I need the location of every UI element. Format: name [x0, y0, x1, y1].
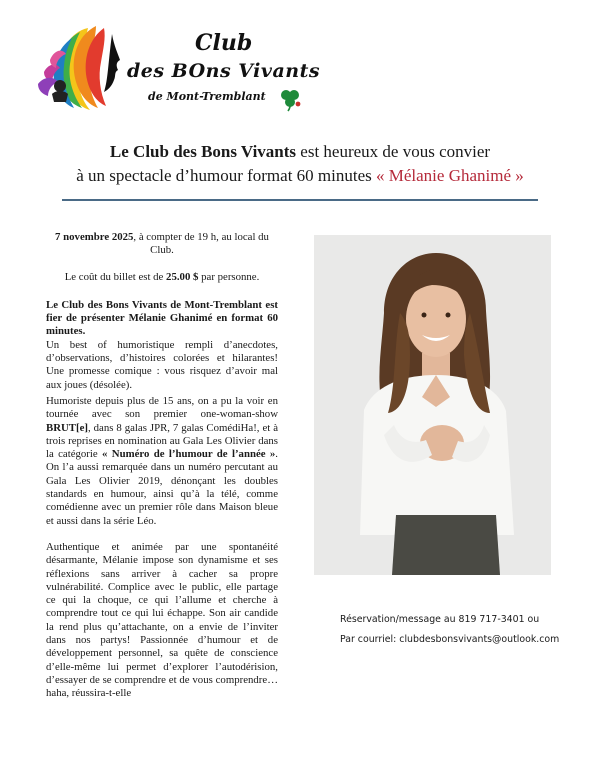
- intro-bold-text: Le Club des Bons Vivants de Mont-Tremblant est fier de présenter Mélanie Ghanimé en format 60 minutes.: [46, 298, 278, 338]
- p2-end: . On l’a aussi remarquée dans un numéro percutant au Gala Les Olivier 2019, dénonçant les doubles standards en humour, ainsi qu’à la télé, comme comédienne avec un premier rôle dans Maison bleue et aussi dans la série Léo.: [46, 448, 278, 527]
- heading-line-1-rest: est heureux de vous convier: [296, 142, 491, 161]
- price-end: par personne.: [198, 270, 260, 283]
- event-date: 7 novembre 2025: [55, 231, 134, 243]
- paragraph-2: [46, 395, 278, 528]
- price-start: Le coût du billet est de: [64, 270, 167, 283]
- award-category: « Numéro de l’humour de l’année »: [102, 448, 276, 461]
- logo-line-name: des BOns Vivants: [127, 60, 321, 82]
- paragraph-3: Authentique et animée par une spontanéité désarmante, Mélanie impose son dynamisme et ses réflexions sans arriver à cacher sa propre vulnérabilité. Complice avec le public, elle partage ce qui la choque, ce qui l’allume et cherche à comprendre tout ce qui lui échappe. Son air candide la rend plus qu’attachante, on a envie de l’inviter dans nos partys! Passionnée d’humour et de développement personnel, sa quête de conscience d’elle-même lui permet d’explorer l’autodérision, d’essayer de se comprendre et de vous comprendre…haha, réussira-t-elle: [46, 540, 278, 700]
- paragraph-1: Un best of humoristique rempli d’anecdotes, d’observations, d’histoires colorées et hilarantes! Une promesse comique : vous risquez d’avoir mal aux joues (désolée).: [46, 338, 278, 391]
- ticket-price: 25.00 $: [166, 270, 199, 283]
- shamrock-icon: [277, 86, 303, 112]
- event-heading: [0, 140, 600, 188]
- performer-illustration: [314, 235, 551, 575]
- reservation-email: Par courriel: clubdesbonsvivants@outlook.com: [340, 634, 560, 645]
- p2-mid: , dans 8 galas JPR, 7 galas ComédiHa!, et à trois reprises en nomination au Gala Les Olivier dans la catégorie: [46, 421, 278, 461]
- heading-line-2: [0, 164, 600, 188]
- heading-divider: [62, 199, 538, 201]
- club-logo: [30, 20, 330, 115]
- performer-photo: [314, 235, 551, 575]
- logo-line-location: de Mont-Tremblant: [148, 90, 266, 103]
- logo-line-club: Club: [195, 30, 253, 56]
- heading-club-name: Le Club des Bons Vivants: [109, 142, 297, 161]
- p2-start: Humoriste depuis plus de 15 ans, on a pu la voir en tournée avec son premier one-woman-show: [46, 394, 278, 421]
- show-title: BRUT[e]: [46, 421, 88, 434]
- contact-info: [340, 610, 580, 650]
- event-description: [46, 231, 278, 701]
- heading-line-2-start: à un spectacle d’humour format 60 minutes: [76, 166, 376, 185]
- event-price-line: [46, 271, 278, 284]
- heading-guest-name: « Mélanie Ghanimé »: [376, 166, 524, 185]
- heading-line-1: [0, 140, 600, 164]
- event-date-line: [46, 231, 278, 258]
- profile-faces-logo-icon: [30, 20, 125, 115]
- event-date-details: , à compter de 19 h, au local du Club.: [133, 231, 269, 257]
- reservation-phone: Réservation/message au 819 717-3401 ou: [340, 614, 540, 625]
- intro-paragraph: [46, 299, 278, 339]
